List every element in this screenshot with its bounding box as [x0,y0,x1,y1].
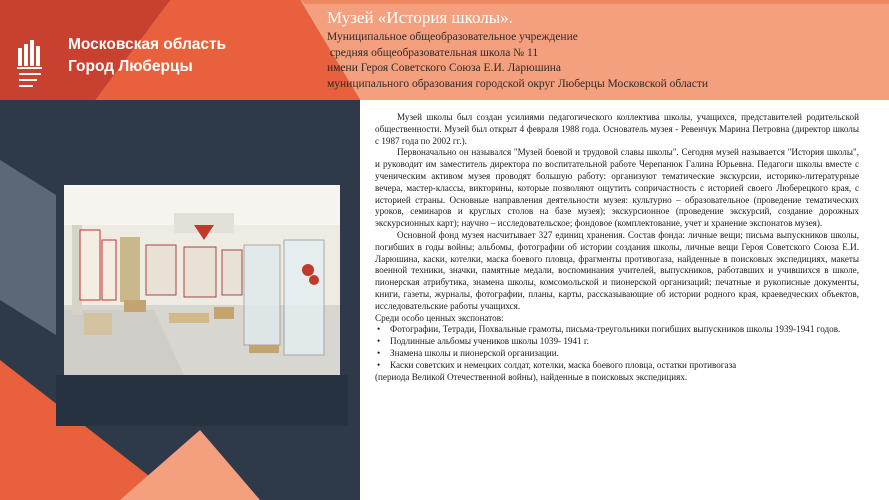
paragraph-activities: Первоначально он назывался "Музей боевой и трудовой славы школы". Сегодня музей называется "История школы", и руководит им заместитель директора по воспитательной работе Черепанюк Галина Юрьевна. Педагоги школы вместе с ученическим активом музея проводят большую работу: организуют тематические экскурсии, историко-литературные вечера, мастер-классы, викторины, которые позволяют ощутить сопричастность с историей своего Люберецкого края, с историей страны. Основные направления деятельности музея: культурно – образовательное (проведение тематических уроков, семинаров и круглых столов на базе музея); экскурсионное (проведение экскурсий, создание дорожных экскурсионных карт); научно – исследовательское; фондовое (комплектование, учет и хранение экспонатов музея). [375,147,859,229]
museum-description [375,112,859,383]
museum-hall-photo [64,185,340,375]
school-name-line-1: Муниципальное общеобразовательное учреждение [327,31,578,43]
paragraph-valuable-intro: Среди особо ценных экспонатов: [375,312,504,323]
paragraph-history: Музей школы был создан усилиями педагогического коллектива школы, учащихся, представителей родительской общественности. Музей был открыт 4 февраля 1988 года. Основатель музея - Ревенчук Марина Петровна (директор школы с 1987 года по 2002 гг.). [375,112,859,146]
region-city: Город Люберцы [68,58,193,75]
museum-hall-photo-icon [64,185,340,375]
region-oblast: Московская область [68,36,227,53]
museum-title: Музей «История школы». [327,8,513,27]
school-museum-logo-icon [16,38,44,92]
school-name-line-2: средняя общеобразовательная школа № 11 [327,46,539,59]
paragraph-tail: (периода Великой Отечественной войны), найденные в поисковых экспедициях. [375,371,688,382]
photo-frame-inner [56,375,348,426]
list-item: • Знамена школы и пионерской организации. [375,348,859,360]
list-item: • Каски советских и немецких солдат, котелки, маска боевого пловца, остатки противогаза [375,360,859,372]
school-name-line-4: муниципального образования городской округ Люберцы Московской области [327,77,709,90]
list-item: • Фотографии, Тетради, Похвальные грамоты, письма-треугольники погибших выпускников школы 1939-1941 годов. [375,324,859,336]
header-block [327,8,877,92]
paragraph-collection: Основной фонд музея насчитывает 327 единиц хранения. Состав фонда: личные вещи; письма выпускников школы, погибших в годы войны; альбомы, фотографии об истории создания школы, личные вещи Героя Советского Союза Е.И. Ларюшина, каски, котелки, маска боевого пловца, фрагменты противогаза, найденные в поисковых экспедициях, макеты военной техники, значки, памятные медали, воспоминания учителей, выпускников, работавших и учившихся в школе, пионерская атрибутика, знамена школы, комсомольской и пионерской организаций; печатные и рукописные документы, книги, газеты, журналы, фотографии, планы, карты, рассказывающие об истории родного края, краеведческих объектов, исследовательские работы учащихся. [375,229,859,311]
orange-header-strip [300,0,889,4]
region-block [68,34,226,78]
list-item: • Подлинные альбомы учеников школы 1039- 1941 г. [375,336,859,348]
valuable-exhibits-list [375,324,859,371]
school-name-line-3: имени Героя Советского Союза Е.И. Ларюшина [327,62,562,74]
